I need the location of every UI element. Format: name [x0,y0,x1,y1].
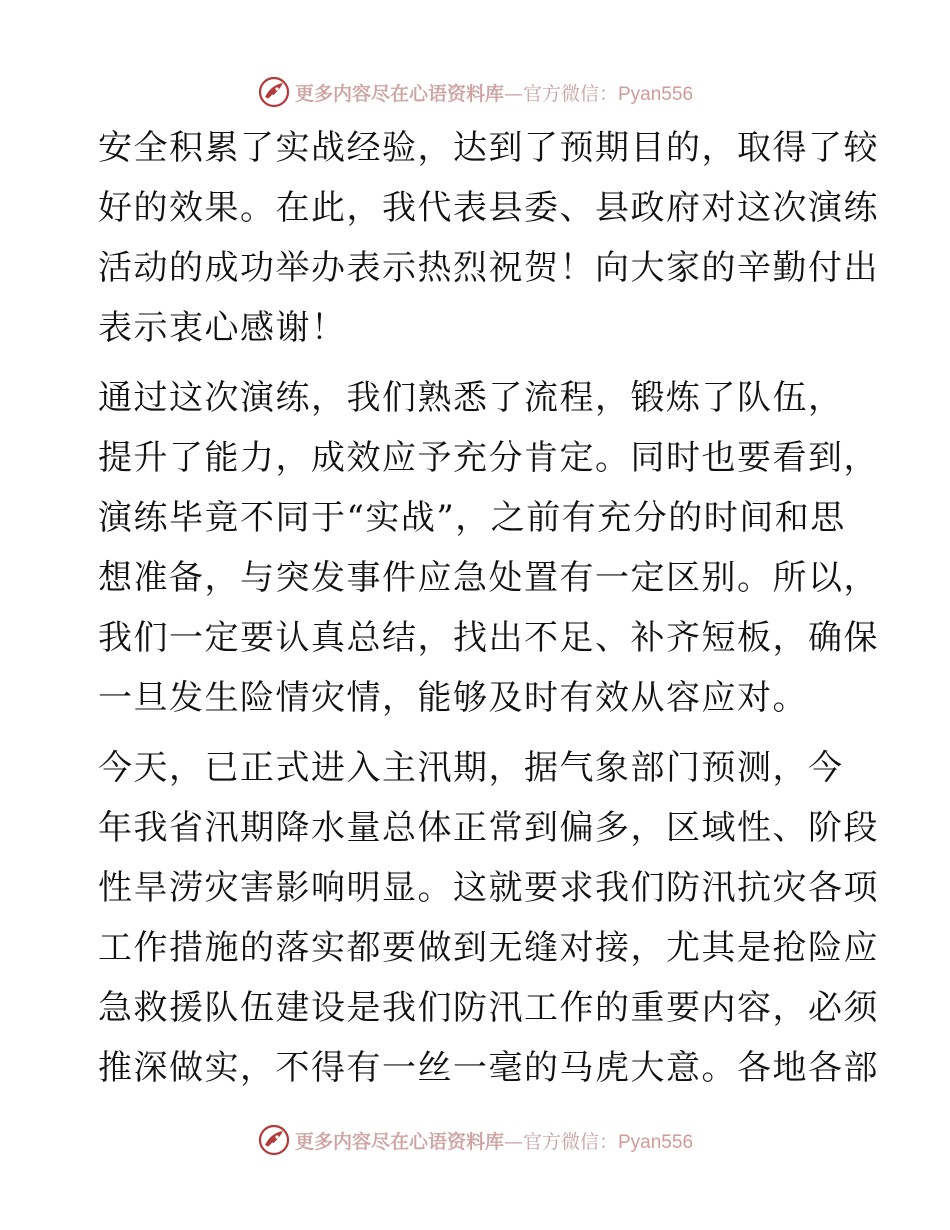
pen-nib-circle-logo-icon [257,75,291,109]
paragraph-3 [98,738,879,1098]
text-line: 年我省汛期降水量总体正常到偏多，区域性、阶段 [98,808,879,848]
header-watermark-banner [0,72,950,112]
text-line: 推深做实，不得有一丝一毫的马虎大意。各地各部 [98,1048,879,1088]
text-line: 一旦发生险情灾情，能够及时有效从容应对。 [98,678,808,718]
text-line: 活动的成功举办表示热烈祝贺！向大家的辛勤付出 [98,248,879,288]
text-line: 我们一定要认真总结，找出不足、补齐短板，确保 [98,618,879,658]
text-line: 好的效果。在此，我代表县委、县政府对这次演练 [98,188,879,228]
watermark-text: 更多内容尽在心语资料库—官方微信：Pyan556 [294,1130,694,1153]
text-line: 演练毕竟不同于“实战”，之前有充分的时间和思 [98,498,846,538]
text-line: 提升了能力，成效应予充分肯定。同时也要看到， [98,438,879,478]
paragraph-2 [98,368,879,728]
text-line: 性旱涝灾害影响明显。这就要求我们防汛抗灾各项 [98,868,879,908]
text-line: 想准备，与突发事件应急处置有一定区别。所以， [98,558,879,598]
text-line: 工作措施的落实都要做到无缝对接，尤其是抢险应 [98,928,879,968]
text-line: 急救援队伍建设是我们防汛工作的重要内容，必须 [98,988,879,1028]
text-line: 安全积累了实战经验，达到了预期目的，取得了较 [98,128,879,168]
watermark-text: 更多内容尽在心语资料库—官方微信：Pyan556 [294,82,694,105]
pen-nib-circle-logo-icon [257,1123,291,1157]
text-line: 表示衷心感谢！ [98,308,347,348]
footer-watermark-banner [0,1120,950,1160]
text-line: 通过这次演练，我们熟悉了流程，锻炼了队伍， [98,378,844,418]
text-line: 今天，已正式进入主汛期，据气象部门预测，今 [98,748,844,788]
paragraph-1 [98,118,879,358]
document-body [98,118,879,1098]
